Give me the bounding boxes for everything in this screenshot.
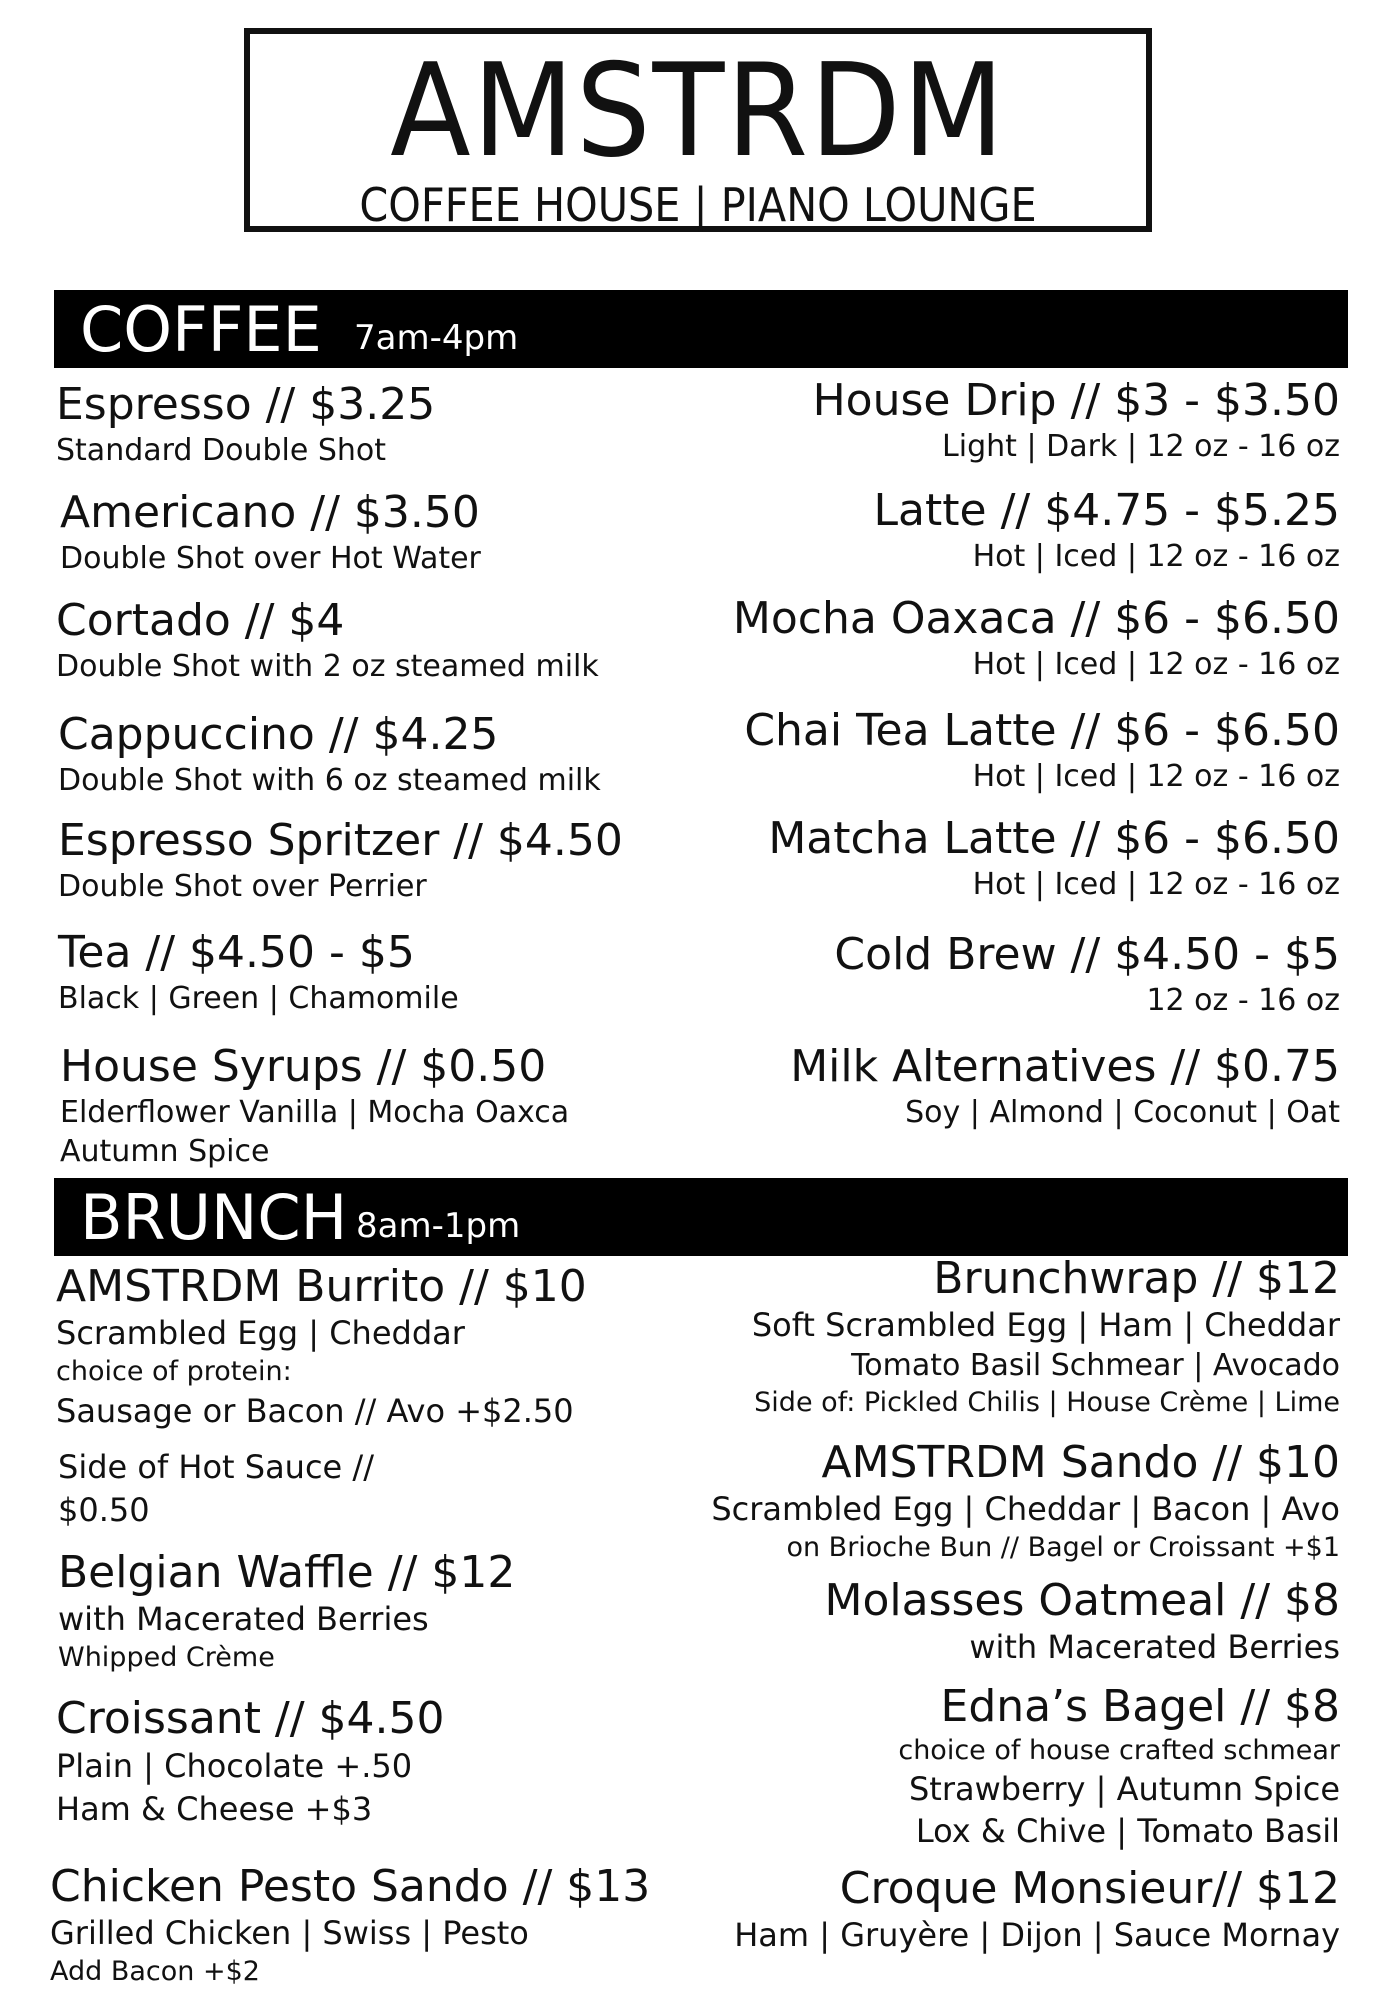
item-desc: Side of: Pickled Chilis | House Crème | Lime xyxy=(754,1387,1340,1419)
item-desc: Autumn Spice xyxy=(60,1133,270,1169)
item-name: Americano // $3.50 xyxy=(60,487,480,538)
item-desc: Grilled Chicken | Swiss | Pesto xyxy=(50,1913,529,1952)
menu-item xyxy=(58,1548,515,1677)
menu-item xyxy=(744,706,1340,796)
coffee-section-hours: 7am-4pm xyxy=(354,318,519,358)
menu-item xyxy=(711,1438,1340,1567)
item-name: Latte // $4.75 - $5.25 xyxy=(873,485,1340,536)
item-name: Tea // $4.50 - $5 xyxy=(58,927,415,978)
item-desc: Ham & Cheese +$3 xyxy=(56,1789,373,1828)
item-name: Espresso // $3.25 xyxy=(56,379,436,430)
menu-item xyxy=(56,1262,587,1432)
menu-item xyxy=(58,816,623,906)
item-name: Milk Alternatives // $0.75 xyxy=(790,1041,1340,1092)
logo-box xyxy=(244,28,1152,232)
item-desc: Soft Scrambled Egg | Ham | Cheddar xyxy=(751,1305,1340,1344)
item-desc: Scrambled Egg | Cheddar | Bacon | Avo xyxy=(711,1489,1340,1528)
logo-subtitle: COFFEE HOUSE | PIANO LOUNGE xyxy=(359,178,1037,232)
menu-item xyxy=(56,380,435,470)
menu-item xyxy=(790,1042,1340,1132)
item-name: Chai Tea Latte // $6 - $6.50 xyxy=(744,705,1340,756)
item-desc: Standard Double Shot xyxy=(56,432,387,468)
menu-item xyxy=(60,1042,569,1171)
menu-item xyxy=(58,1446,374,1532)
item-name: Cold Brew // $4.50 - $5 xyxy=(834,929,1340,980)
menu-item xyxy=(874,486,1340,576)
menu-item xyxy=(768,814,1340,904)
item-name: Cappuccino // $4.25 xyxy=(58,709,499,760)
item-desc: Side of Hot Sauce // xyxy=(58,1448,374,1486)
item-name: AMSTRDM Burrito // $10 xyxy=(56,1261,587,1312)
menu-item xyxy=(752,1254,1340,1422)
item-desc: Double Shot over Hot Water xyxy=(60,540,481,576)
item-desc: Light | Dark | 12 oz - 16 oz xyxy=(942,428,1340,464)
brunch-section-title: BRUNCH xyxy=(80,1181,348,1254)
item-desc: Plain | Chocolate +.50 xyxy=(56,1746,413,1785)
item-name: Espresso Spritzer // $4.50 xyxy=(58,815,623,866)
item-desc: Ham | Gruyère | Dijon | Sauce Mornay xyxy=(734,1915,1340,1954)
item-desc: Strawberry | Autumn Spice xyxy=(908,1770,1340,1809)
item-name: Croque Monsieur// $12 xyxy=(839,1863,1340,1914)
item-name: Croissant // $4.50 xyxy=(56,1693,445,1744)
item-desc: Sausage or Bacon // Avo +$2.50 xyxy=(56,1391,574,1430)
item-name: Molasses Oatmeal // $8 xyxy=(824,1575,1340,1626)
item-desc: choice of protein: xyxy=(56,1356,292,1388)
item-desc: with Macerated Berries xyxy=(58,1599,429,1638)
item-name: Matcha Latte // $6 - $6.50 xyxy=(768,813,1340,864)
menu-item xyxy=(825,1576,1340,1668)
item-desc: Hot | Iced | 12 oz - 16 oz xyxy=(972,866,1340,902)
menu-item xyxy=(56,1694,445,1831)
brunch-section-hours: 8am-1pm xyxy=(356,1206,521,1246)
item-desc: Soy | Almond | Coconut | Oat xyxy=(905,1094,1340,1130)
item-desc: Lox & Chive | Tomato Basil xyxy=(915,1811,1340,1850)
menu-item xyxy=(58,710,601,800)
brunch-section-header xyxy=(54,1178,1348,1256)
item-desc: Black | Green | Chamomile xyxy=(58,980,459,1016)
item-desc: Double Shot with 2 oz steamed milk xyxy=(56,648,599,684)
item-desc: Scrambled Egg | Cheddar xyxy=(56,1313,465,1352)
menu-item xyxy=(60,488,481,578)
item-name: AMSTRDM Sando // $10 xyxy=(821,1437,1340,1488)
coffee-section-header xyxy=(54,290,1348,368)
item-desc: Tomato Basil Schmear | Avocado xyxy=(851,1348,1340,1384)
item-name: Edna’s Bagel // $8 xyxy=(940,1681,1340,1732)
item-desc: Whipped Crème xyxy=(58,1642,275,1674)
menu-item xyxy=(834,930,1340,1020)
item-name: House Drip // $3 - $3.50 xyxy=(812,375,1340,426)
item-desc: with Macerated Berries xyxy=(969,1627,1340,1666)
item-name: Belgian Waffle // $12 xyxy=(58,1547,516,1598)
item-name: Mocha Oaxaca // $6 - $6.50 xyxy=(732,593,1340,644)
menu-item xyxy=(734,1864,1340,1956)
menu-item xyxy=(898,1682,1340,1852)
menu-item xyxy=(50,1862,650,1991)
item-name: Brunchwrap // $12 xyxy=(933,1253,1340,1304)
item-desc: Elderflower Vanilla | Mocha Oaxca xyxy=(60,1094,570,1130)
menu-item xyxy=(56,596,599,686)
item-desc: 12 oz - 16 oz xyxy=(1146,982,1340,1018)
item-desc: on Brioche Bun // Bagel or Croissant +$1 xyxy=(786,1532,1340,1564)
item-name: House Syrups // $0.50 xyxy=(60,1041,547,1092)
item-desc: Double Shot over Perrier xyxy=(58,868,427,904)
item-desc: choice of house crafted schmear xyxy=(898,1734,1340,1766)
item-desc: $0.50 xyxy=(58,1491,150,1530)
menu-item xyxy=(813,376,1340,466)
item-desc: Add Bacon +$2 xyxy=(50,1956,260,1988)
menu-item xyxy=(733,594,1340,684)
item-desc: Hot | Iced | 12 oz - 16 oz xyxy=(972,538,1340,574)
menu-item xyxy=(58,928,459,1018)
logo-title: AMSTRDM xyxy=(390,37,1006,186)
item-name: Cortado // $4 xyxy=(56,595,345,646)
item-name: Chicken Pesto Sando // $13 xyxy=(50,1861,651,1912)
item-desc: Hot | Iced | 12 oz - 16 oz xyxy=(972,758,1340,794)
item-desc: Hot | Iced | 12 oz - 16 oz xyxy=(972,646,1340,682)
coffee-section-title: COFFEE xyxy=(80,293,322,366)
item-desc: Double Shot with 6 oz steamed milk xyxy=(58,762,601,798)
